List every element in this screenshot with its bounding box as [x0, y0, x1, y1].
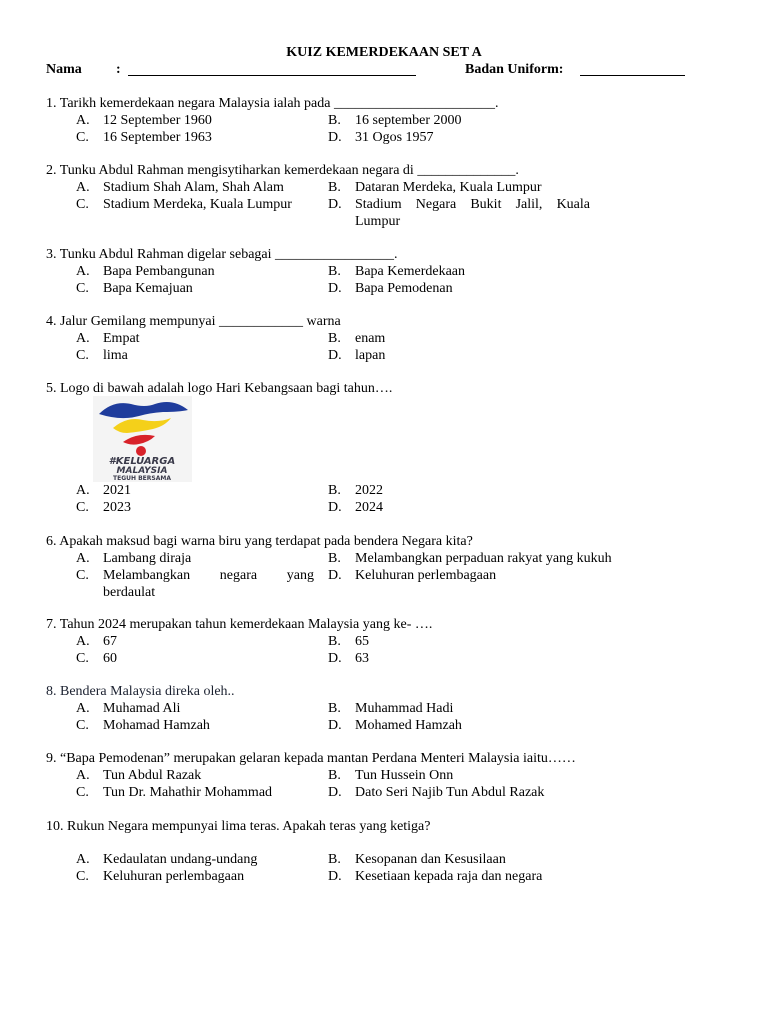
- question-7: 7. Tahun 2024 merupakan tahun kemerdekaan Malaysia yang ke- …. A. 67 B. 65 C. 60 D. 63: [46, 616, 736, 667]
- hari-kebangsaan-logo: [93, 396, 192, 482]
- uniform-label: Badan Uniform:: [465, 62, 564, 77]
- student-info-row: [46, 61, 736, 81]
- page-title: KUIZ KEMERDEKAAN SET A: [286, 45, 482, 60]
- question-9: 9. “Bapa Pemodenan” merupakan gelaran kepada mantan Perdana Menteri Malaysia iaitu…… A. Tun Abdul Razak B. Tun Hussein Onn C. Tun Dr. Mahathir Mohammad D. Dato Seri Najib Tun Abdul Razak: [46, 750, 736, 801]
- question-text: 8. Bendera Malaysia direka oleh..: [46, 684, 235, 699]
- question-text: 7. Tahun 2024 merupakan tahun kemerdekaan Malaysia yang ke- ….: [46, 617, 433, 632]
- question-text: 9. “Bapa Pemodenan” merupakan gelaran kepada mantan Perdana Menteri Malaysia iaitu……: [46, 751, 576, 766]
- logo-line3: TEGUH BERSAMA: [113, 475, 171, 482]
- question-8: 8. Bendera Malaysia direka oleh.. A. Muhamad Ali B. Muhammad Hadi C. Mohamad Hamzah D. Mohamed Hamzah: [46, 683, 736, 734]
- question-text: 3. Tunku Abdul Rahman digelar sebagai _________________.: [46, 247, 398, 262]
- question-text: 10. Rukun Negara mempunyai lima teras. Apakah teras yang ketiga?: [46, 819, 431, 834]
- nama-colon: :: [116, 62, 121, 77]
- logo-line1: #KELUARGA: [108, 456, 176, 467]
- question-text: 6. Apakah maksud bagi warna biru yang terdapat pada bendera Negara kita?: [46, 534, 473, 549]
- question-text: 5. Logo di bawah adalah logo Hari Kebangsaan bagi tahun….: [46, 381, 393, 396]
- question-5: [46, 380, 736, 397]
- keluarga-malaysia-logo-icon: [93, 396, 192, 482]
- question-text: 1. Tarikh kemerdekaan negara Malaysia ialah pada _______________________.: [46, 96, 499, 111]
- question-text: 4. Jalur Gemilang mempunyai ____________ warna: [46, 314, 341, 329]
- question-1: 1. Tarikh kemerdekaan negara Malaysia ialah pada _______________________. A. 12 September 1960 B. 16 september 2000 C. 16 September 1963 D. 31 Ogos 1957: [46, 95, 736, 146]
- nama-blank-line[interactable]: [128, 75, 416, 76]
- question-10: 10. Rukun Negara mempunyai lima teras. Apakah teras yang ketiga? A. Kedaulatan undang-undang B. Kesopanan dan Kesusilaan C. Keluhuran perlembagaan D. Kesetiaan kepada raja dan negara: [46, 818, 736, 885]
- question-2: 2. Tunku Abdul Rahman mengisytiharkan kemerdekaan negara di ______________. A. Stadium Shah Alam, Shah Alam B. Dataran Merdeka, Kuala Lumpur C. Stadium Merdeka, Kuala Lumpur D. Stadium Negara Bukit Jalil, Kuala Lumpur: [46, 162, 736, 230]
- question-3: 3. Tunku Abdul Rahman digelar sebagai _________________. A. Bapa Pembangunan B. Bapa Kemerdekaan C. Bapa Kemajuan D. Bapa Pemodenan: [46, 246, 736, 297]
- nama-label: Nama: [46, 62, 82, 77]
- logo-line2: MALAYSIA: [116, 466, 168, 476]
- uniform-blank-line[interactable]: [580, 75, 685, 76]
- question-5-options: A. 2021 B. 2022 C. 2023 D. 2024: [76, 483, 383, 515]
- question-6: 6. Apakah maksud bagi warna biru yang terdapat pada bendera Negara kita? A. Lambang diraja B. Melambangkan perpaduan rakyat yang kukuh C. Melambangkan negara yang berdaulat D. Keluhuran perlembagaan: [46, 533, 736, 601]
- question-4: 4. Jalur Gemilang mempunyai ____________ warna A. Empat B. enam C. lima D. lapan: [46, 313, 736, 364]
- question-text: 2. Tunku Abdul Rahman mengisytiharkan kemerdekaan negara di ______________.: [46, 163, 519, 178]
